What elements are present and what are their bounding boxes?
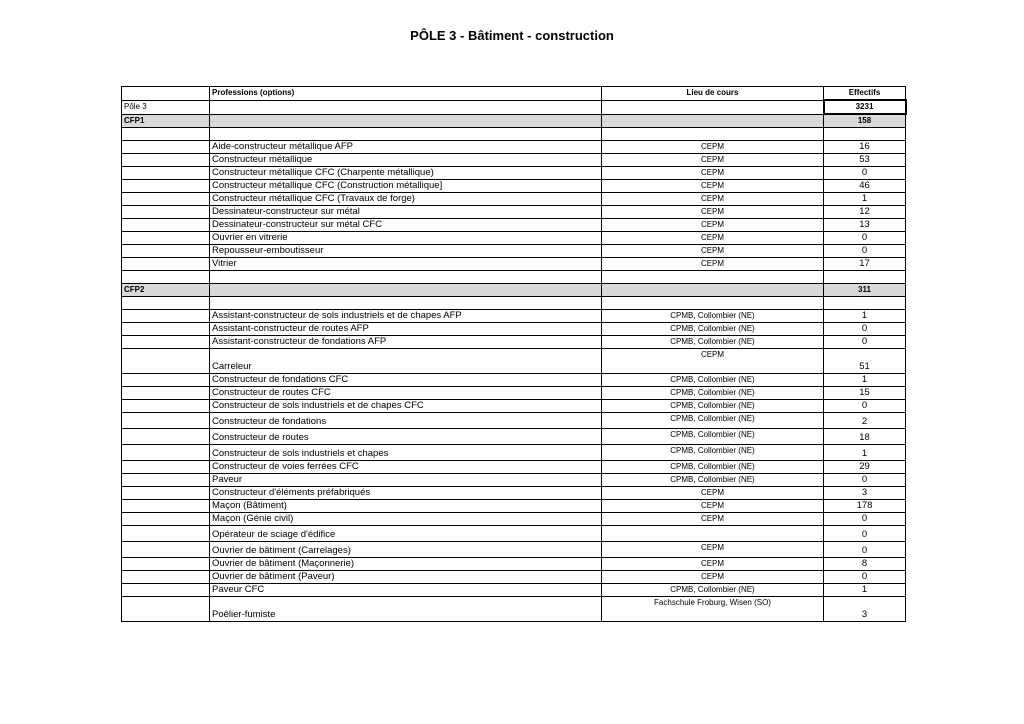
profession-cell: Paveur	[210, 474, 602, 487]
profession-cell: Vitrier	[210, 258, 602, 271]
effectifs-cell: 0	[824, 571, 906, 584]
table-row	[122, 141, 906, 154]
profession-cell: Dessinateur-constructeur sur métal	[210, 206, 602, 219]
profession-cell: Constructeur de fondations	[210, 413, 602, 429]
table-row	[122, 206, 906, 219]
effectifs-cell: 1	[824, 445, 906, 461]
profession-cell: Maçon (Génie civil)	[210, 513, 602, 526]
empty-cell	[122, 232, 210, 245]
cfp2-rows	[122, 310, 906, 622]
profession-cell: Constructeur métallique CFC (Construction métallique]	[210, 180, 602, 193]
lieu-cell: CEPM	[602, 167, 824, 180]
header-professions: Professions (options)	[210, 87, 602, 101]
lieu-cell: CPMB, Collombier (NE)	[602, 336, 824, 349]
lieu-cell: Fachschule Froburg, Wisen (SO)	[602, 597, 824, 622]
effectifs-cell: 53	[824, 154, 906, 167]
table-row	[122, 310, 906, 323]
table-row	[122, 374, 906, 387]
profession-cell: Opérateur de sciage d'édifice	[210, 526, 602, 542]
table-row	[122, 167, 906, 180]
empty-cell	[122, 349, 210, 374]
profession-cell: Assistant-constructeur de routes AFP	[210, 323, 602, 336]
spacer-row	[122, 297, 906, 310]
table-row	[122, 413, 906, 429]
header-row	[122, 87, 906, 101]
effectifs-cell: 1	[824, 310, 906, 323]
lieu-cell: CEPM	[602, 500, 824, 513]
profession-cell: Dessinateur-constructeur sur métal CFC	[210, 219, 602, 232]
table-row	[122, 193, 906, 206]
effectifs-cell: 0	[824, 474, 906, 487]
empty-cell	[122, 445, 210, 461]
lieu-cell: CEPM	[602, 232, 824, 245]
effectifs-cell: 0	[824, 167, 906, 180]
effectifs-cell: 1	[824, 193, 906, 206]
table-row	[122, 154, 906, 167]
lieu-cell: CEPM	[602, 206, 824, 219]
profession-cell: Repousseur-emboutisseur	[210, 245, 602, 258]
lieu-cell: CEPM	[602, 571, 824, 584]
spacer-row	[122, 271, 906, 284]
effectifs-cell: 29	[824, 461, 906, 474]
page-title: PÔLE 3 - Bâtiment - construction	[410, 28, 614, 43]
lieu-cell: CPMB, Collombier (NE)	[602, 413, 824, 429]
empty-cell	[122, 461, 210, 474]
effectifs-cell: 0	[824, 400, 906, 413]
group-row-cfp1	[122, 114, 906, 128]
effectifs-cell: 12	[824, 206, 906, 219]
effectifs-cell: 178	[824, 500, 906, 513]
effectifs-table	[121, 86, 907, 622]
profession-cell: Constructeur de fondations CFC	[210, 374, 602, 387]
empty-cell	[122, 500, 210, 513]
profession-cell: Ouvrier de bâtiment (Carrelages)	[210, 542, 602, 558]
empty-cell	[122, 167, 210, 180]
empty-cell	[602, 114, 824, 128]
table-row	[122, 513, 906, 526]
empty-cell	[122, 597, 210, 622]
table-row	[122, 180, 906, 193]
lieu-cell: CEPM	[602, 542, 824, 558]
table-row	[122, 487, 906, 500]
profession-cell: Carreleur	[210, 349, 602, 374]
table-row	[122, 258, 906, 271]
lieu-cell: CPMB, Collombier (NE)	[602, 445, 824, 461]
pole-row	[122, 100, 906, 114]
table-row	[122, 584, 906, 597]
empty-cell	[122, 474, 210, 487]
lieu-cell: CEPM	[602, 141, 824, 154]
table-row	[122, 219, 906, 232]
empty-cell	[122, 526, 210, 542]
effectifs-cell: 8	[824, 558, 906, 571]
empty-cell	[122, 154, 210, 167]
group-total: 158	[824, 114, 906, 128]
effectifs-cell: 0	[824, 513, 906, 526]
empty-cell	[122, 336, 210, 349]
effectifs-cell: 0	[824, 232, 906, 245]
lieu-cell: CPMB, Collombier (NE)	[602, 374, 824, 387]
lieu-cell: CPMB, Collombier (NE)	[602, 400, 824, 413]
empty-cell	[602, 100, 824, 114]
group-label: CFP1	[122, 114, 210, 128]
effectifs-cell: 0	[824, 526, 906, 542]
empty-cell	[122, 571, 210, 584]
lieu-cell: CEPM	[602, 513, 824, 526]
empty-cell	[122, 323, 210, 336]
table-row	[122, 429, 906, 445]
lieu-cell: CEPM	[602, 245, 824, 258]
group-label: CFP2	[122, 284, 210, 297]
pole-label: Pôle 3	[122, 100, 210, 114]
table-row	[122, 400, 906, 413]
lieu-cell: CPMB, Collombier (NE)	[602, 310, 824, 323]
table-row	[122, 500, 906, 513]
table-row	[122, 336, 906, 349]
table-row	[122, 445, 906, 461]
table-row	[122, 474, 906, 487]
empty-cell	[210, 114, 602, 128]
header-effectifs: Effectifs	[824, 87, 906, 101]
empty-cell	[122, 180, 210, 193]
profession-cell: Constructeur de routes CFC	[210, 387, 602, 400]
lieu-cell: CEPM	[602, 219, 824, 232]
empty-cell	[122, 429, 210, 445]
table-row	[122, 597, 906, 622]
profession-cell: Aide-constructeur métallique AFP	[210, 141, 602, 154]
header-lieu: Lieu de cours	[602, 87, 824, 101]
lieu-cell: CEPM	[602, 487, 824, 500]
profession-cell: Poêlier-fumiste	[210, 597, 602, 622]
lieu-cell	[602, 526, 824, 542]
effectifs-cell: 17	[824, 258, 906, 271]
lieu-cell: CPMB, Collombier (NE)	[602, 461, 824, 474]
lieu-cell: CEPM	[602, 193, 824, 206]
lieu-cell: CEPM	[602, 258, 824, 271]
lieu-cell: CEPM	[602, 349, 824, 374]
profession-cell: Constructeur métallique CFC (Charpente métallique)	[210, 167, 602, 180]
empty-cell	[122, 387, 210, 400]
effectifs-cell: 0	[824, 336, 906, 349]
effectifs-cell: 51	[824, 349, 906, 374]
profession-cell: Constructeur métallique	[210, 154, 602, 167]
profession-cell: Constructeur de routes	[210, 429, 602, 445]
group-row-cfp2	[122, 284, 906, 297]
pole-total: 3231	[824, 100, 906, 114]
table-row	[122, 526, 906, 542]
profession-cell: Assistant-constructeur de fondations AFP	[210, 336, 602, 349]
empty-cell	[122, 206, 210, 219]
effectifs-cell: 1	[824, 374, 906, 387]
profession-cell: Paveur CFC	[210, 584, 602, 597]
lieu-cell: CPMB, Collombier (NE)	[602, 429, 824, 445]
cfp1-rows	[122, 141, 906, 271]
empty-cell	[122, 193, 210, 206]
effectifs-cell: 3	[824, 487, 906, 500]
spacer-row	[122, 128, 906, 141]
empty-cell	[122, 400, 210, 413]
effectifs-cell: 15	[824, 387, 906, 400]
empty-cell	[122, 558, 210, 571]
effectifs-cell: 2	[824, 413, 906, 429]
table-row	[122, 571, 906, 584]
effectifs-cell: 46	[824, 180, 906, 193]
table-row	[122, 387, 906, 400]
effectifs-cell: 0	[824, 245, 906, 258]
table-row	[122, 558, 906, 571]
empty-cell	[122, 245, 210, 258]
table-row	[122, 232, 906, 245]
lieu-cell: CEPM	[602, 558, 824, 571]
profession-cell: Constructeur de voies ferrées CFC	[210, 461, 602, 474]
lieu-cell: CPMB, Collombier (NE)	[602, 387, 824, 400]
profession-cell: Constructeur de sols industriels et de chapes CFC	[210, 400, 602, 413]
empty-cell	[122, 141, 210, 154]
table-row	[122, 245, 906, 258]
effectifs-cell: 18	[824, 429, 906, 445]
empty-cell	[122, 513, 210, 526]
profession-cell: Constructeur métallique CFC (Travaux de forge)	[210, 193, 602, 206]
empty-cell	[122, 374, 210, 387]
effectifs-cell: 0	[824, 542, 906, 558]
profession-cell: Ouvrier de bâtiment (Paveur)	[210, 571, 602, 584]
profession-cell: Assistant-constructeur de sols industriels et de chapes AFP	[210, 310, 602, 323]
empty-cell	[122, 584, 210, 597]
profession-cell: Ouvrier de bâtiment (Maçonnerie)	[210, 558, 602, 571]
table-row	[122, 461, 906, 474]
empty-cell	[210, 284, 602, 297]
table-row	[122, 542, 906, 558]
table-row	[122, 349, 906, 374]
lieu-cell: CPMB, Collombier (NE)	[602, 474, 824, 487]
effectifs-cell: 3	[824, 597, 906, 622]
empty-cell	[122, 487, 210, 500]
effectifs-cell: 0	[824, 323, 906, 336]
lieu-cell: CPMB, Collombier (NE)	[602, 584, 824, 597]
effectifs-cell: 13	[824, 219, 906, 232]
effectifs-cell: 16	[824, 141, 906, 154]
table-row	[122, 323, 906, 336]
profession-cell: Maçon (Bâtiment)	[210, 500, 602, 513]
header-empty-cell	[122, 87, 210, 101]
empty-cell	[122, 413, 210, 429]
empty-cell	[122, 310, 210, 323]
empty-cell	[122, 219, 210, 232]
profession-cell: Constructeur de sols industriels et chapes	[210, 445, 602, 461]
lieu-cell: CEPM	[602, 180, 824, 193]
lieu-cell: CPMB, Collombier (NE)	[602, 323, 824, 336]
empty-cell	[602, 284, 824, 297]
lieu-cell: CEPM	[602, 154, 824, 167]
group-total: 311	[824, 284, 906, 297]
profession-cell: Constructeur d'éléments préfabriqués	[210, 487, 602, 500]
effectifs-cell: 1	[824, 584, 906, 597]
empty-cell	[122, 258, 210, 271]
empty-cell	[210, 100, 602, 114]
profession-cell: Ouvrier en vitrerie	[210, 232, 602, 245]
empty-cell	[122, 542, 210, 558]
